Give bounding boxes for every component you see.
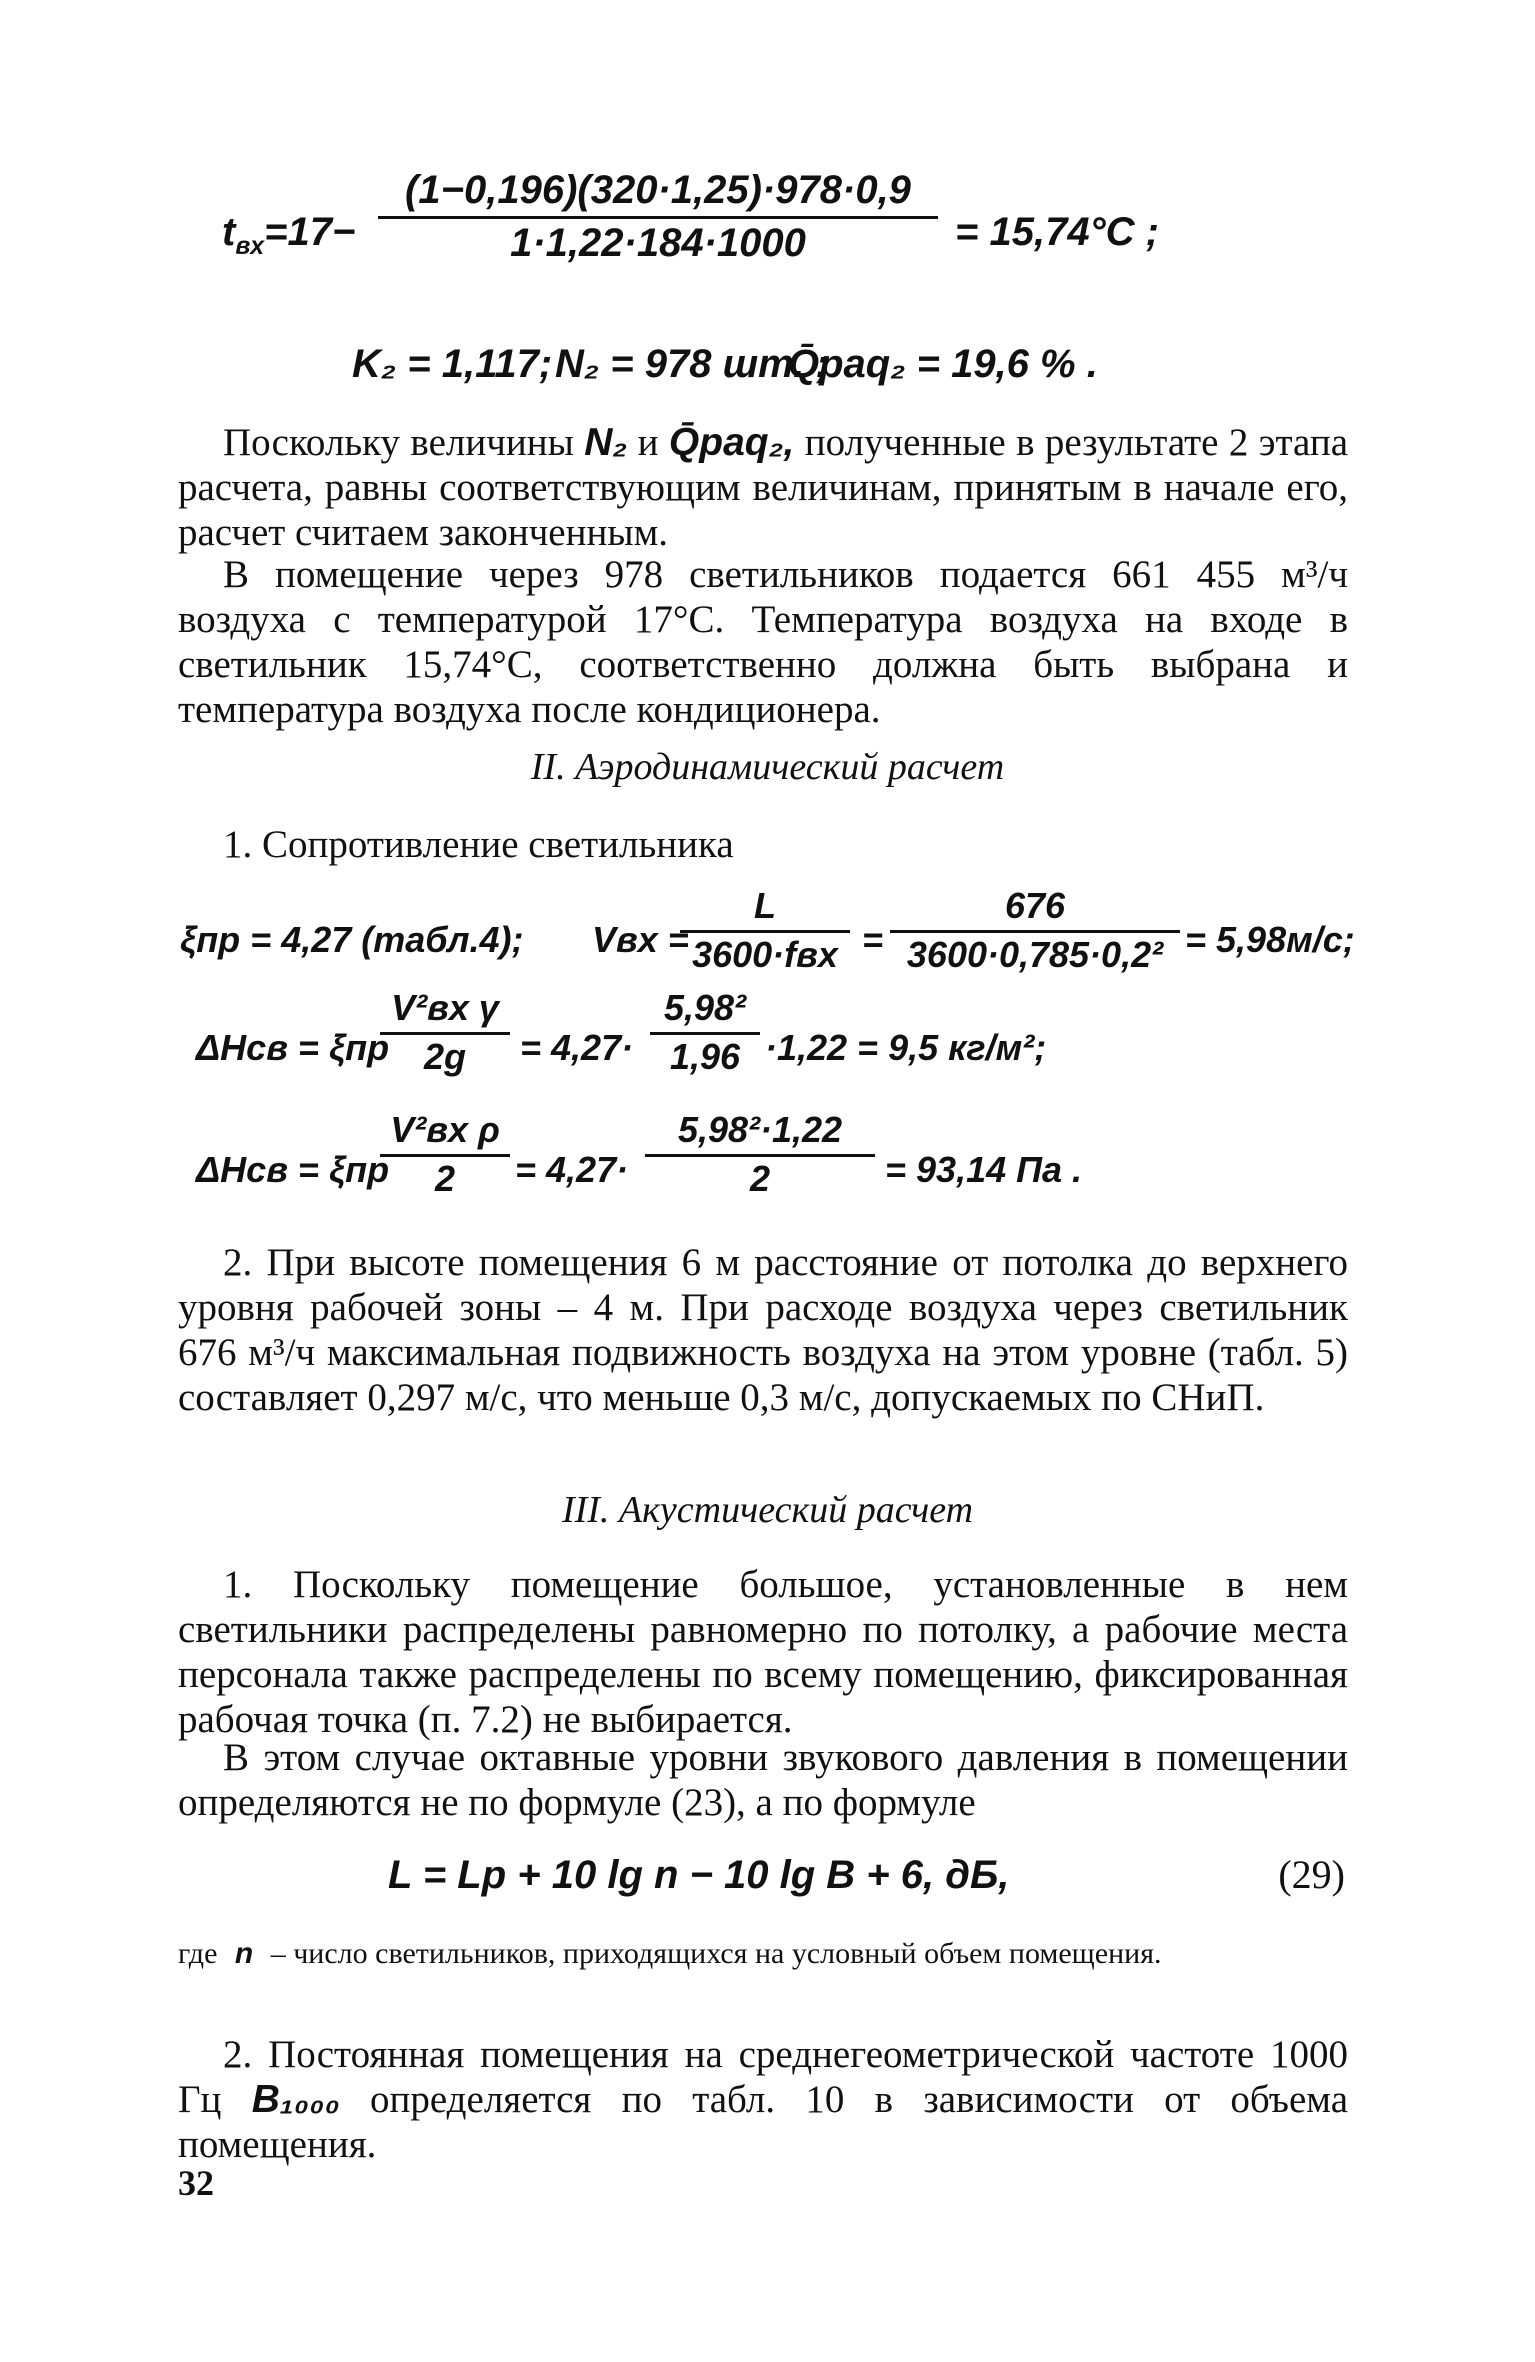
formula-t-vx-lhs: t: [222, 210, 236, 254]
paragraph-5: 1. Поскольку помещение большое, установленные в нем светильники распределены равномерно по потолку, а рабочие места персонала также распределены по всему помещению, фиксированная рабочая точка (п. 7.2) не выбирается.: [178, 1563, 1348, 1741]
paragraph-7-where: где n – число светильников, приходящихся на условный объем помещения.: [178, 1937, 1162, 1970]
page-number: 32: [178, 2163, 214, 2203]
paragraph-8: 2. Постоянная помещения на среднегеометрической частоте 1000 Гц B₁₀₀₀ определяется по табл. 10 в зависимости от объема помещения.: [178, 2033, 1349, 2166]
formula-t-vx-fraction: $\frac{(1-0,196)(320\cdot 1,25)\cdot 978\cdot 0,9}{1\cdot 1,22\cdot 184\cdot 1000}$: [378, 170, 938, 263]
document-page: $t_{вх}=17-$ $\frac{(1-0,196)(320\cdot 1,25)\cdot 978\cdot 0,9}{1\cdot 1,22\cdot 184\cdot 1000}$ = 15,74°C ; K₂ = 1,117; N₂ = 978 шт. ; Q̄раq₂ = 19,6 % . Поскольку величины N₂ и Q̄раq₂, полученные в результате 2 этапа расчета, равны соответствующим величинам, принятым в начале его, расчет считаем законченным. В помещение через 978 светильников подается 661 455 м³/ч воздуха с температурой 17°С. Температура воздуха на входе в светильник 15,74°С, соответственно должна быть выбрана и температура воздуха после кондиционера. II. Аэродинамический расчет 1. Сопротивление светильника ξпр = 4,27 (табл.4); Vвх = L 3600·fвх = $\frac{676}{\text{3600·0,785·0,2²}}$ = 5,98м/с; ΔHсв = ξпр V²вх γ 2g = 4,27· $\frac{\text{5,98²}}{1,96}$ ·1,22 = 9,5 кг/м²; ΔHсв = ξпр V²вх ρ 2 = 4,27· $\frac{\text{5,98²·1,22}}{2}$ = 93,14 Па . 2. При высоте помещения 6 м расстояние от потолка до верхнего уровня рабочей зоны – 4 м. При расходе воздуха через светильник 676 м³/ч максимальная подвижность воздуха на этом уровне (табл. 5) составляет 0,297 м/с, что меньше 0,3 м/с, допускаемых по СНиП. III. Акустический расчет 1. Поскольку помещение большое, установленные в нем светильники распределены равномерно по потолку, а рабочие места персонала также распределены по всему помещению, фиксированная рабочая точка (п. 7.2) не выбирается. В этом случае октавные уровни звукового давления в помещении определяются не по формуле (23), а по формуле L = Lр + 10 lg n − 10 lg B + 6, дБ, (29) где n – число светильников, приходящихся на условный объем помещения. 2. Постоянная помещения на среднегеометрической частоте 1000 Гц B₁₀₀₀ определяется по табл. 10 в зависимости от объема помещения. 32: [0, 0, 1535, 2362]
paragraph-3: 1. Сопротивление светильника: [223, 823, 734, 866]
section-heading-aerodynamic: II. Аэродинамический расчет: [530, 746, 1005, 788]
paragraph-6: В этом случае октавные уровни звукового давления в помещении определяются не по формуле (23), а по формуле: [178, 1736, 1348, 1824]
paragraph-4: 2. При высоте помещения 6 м расстояние от потолка до верхнего уровня рабочей зоны – 4 м. При расходе воздуха через светильник 676 м³/ч максимальная подвижность воздуха на этом уровне (табл. 5) составляет 0,297 м/с, что меньше 0,3 м/с, допускаемых по СНиП.: [178, 1241, 1348, 1419]
section-heading-acoustic: III. Акустический расчет: [561, 1489, 974, 1531]
paragraph-1: Поскольку величины N₂ и Q̄раq₂, полученные в результате 2 этапа расчета, равны соответствующим величинам, принятым в начале его, расчет считаем законченным.: [178, 421, 1349, 554]
equation-number: (29): [1278, 1852, 1345, 1897]
paragraph-2: В помещение через 978 светильников подается 661 455 м³/ч воздуха с температурой 17°С. Температура воздуха на входе в светильник 15,74°С, соответственно должна быть выбрана и температура воздуха после кондиционера.: [178, 553, 1348, 731]
